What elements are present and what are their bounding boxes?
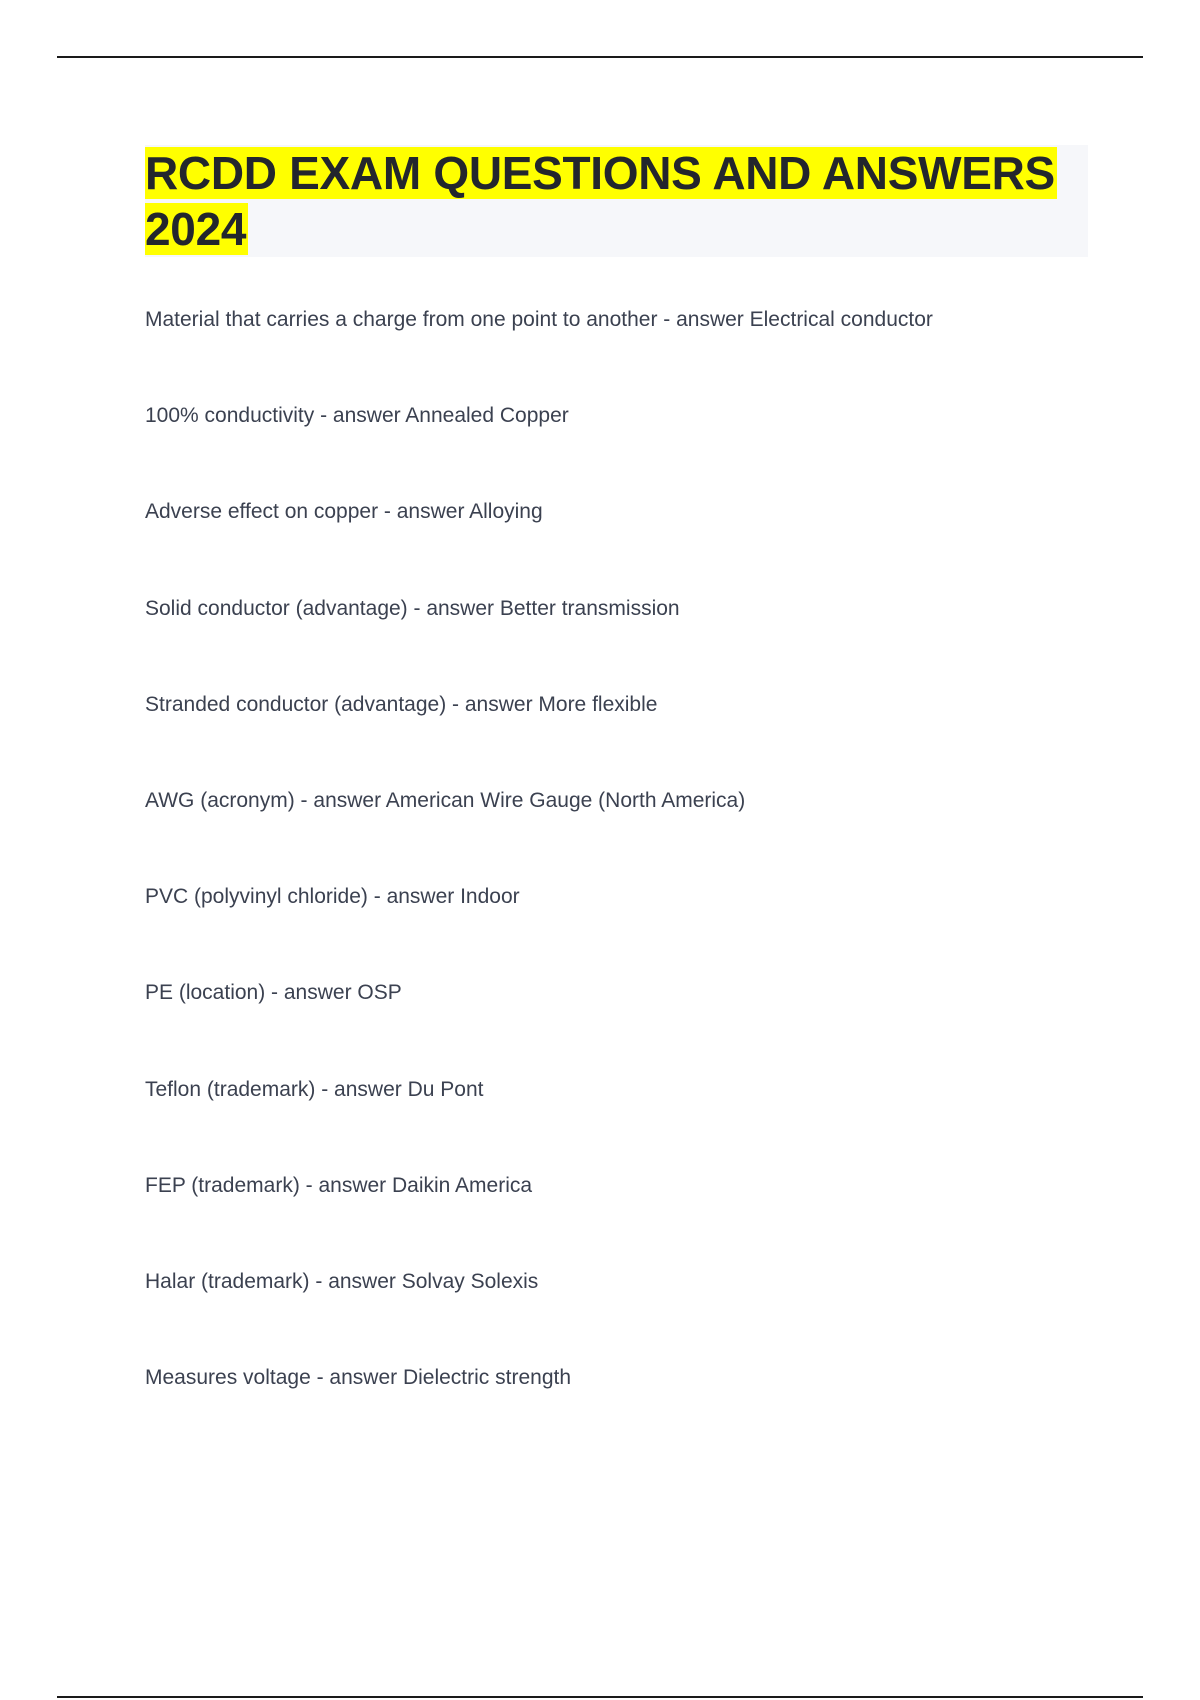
qa-item: Stranded conductor (advantage) - answer More flexible xyxy=(145,692,658,716)
qa-item: AWG (acronym) - answer American Wire Gauge (North America) xyxy=(145,788,746,812)
qa-item: PVC (polyvinyl chloride) - answer Indoor xyxy=(145,885,520,909)
qa-item: Solid conductor (advantage) - answer Better transmission xyxy=(145,596,680,620)
qa-item: Teflon (trademark) - answer Du Pont xyxy=(145,1077,484,1101)
qa-item: Material that carries a charge from one point to another - answer Electrical conductor xyxy=(145,308,933,331)
bottom-rule xyxy=(57,1696,1143,1698)
qa-item: PE (location) - answer OSP xyxy=(145,981,402,1005)
qa-item: FEP (trademark) - answer Daikin America xyxy=(145,1173,533,1197)
qa-list xyxy=(145,300,1105,1454)
qa-item: Measures voltage - answer Dielectric strength xyxy=(145,1366,572,1390)
top-rule xyxy=(57,56,1143,58)
title-block xyxy=(145,145,1088,257)
document-title xyxy=(145,145,1088,257)
qa-item: Adverse effect on copper - answer Alloying xyxy=(145,500,543,524)
qa-item: 100% conductivity - answer Annealed Copper xyxy=(145,404,569,428)
title-highlight: RCDD EXAM QUESTIONS AND ANSWERS 2024 xyxy=(145,147,1055,255)
qa-item: Halar (trademark) - answer Solvay Solexis xyxy=(145,1269,539,1293)
